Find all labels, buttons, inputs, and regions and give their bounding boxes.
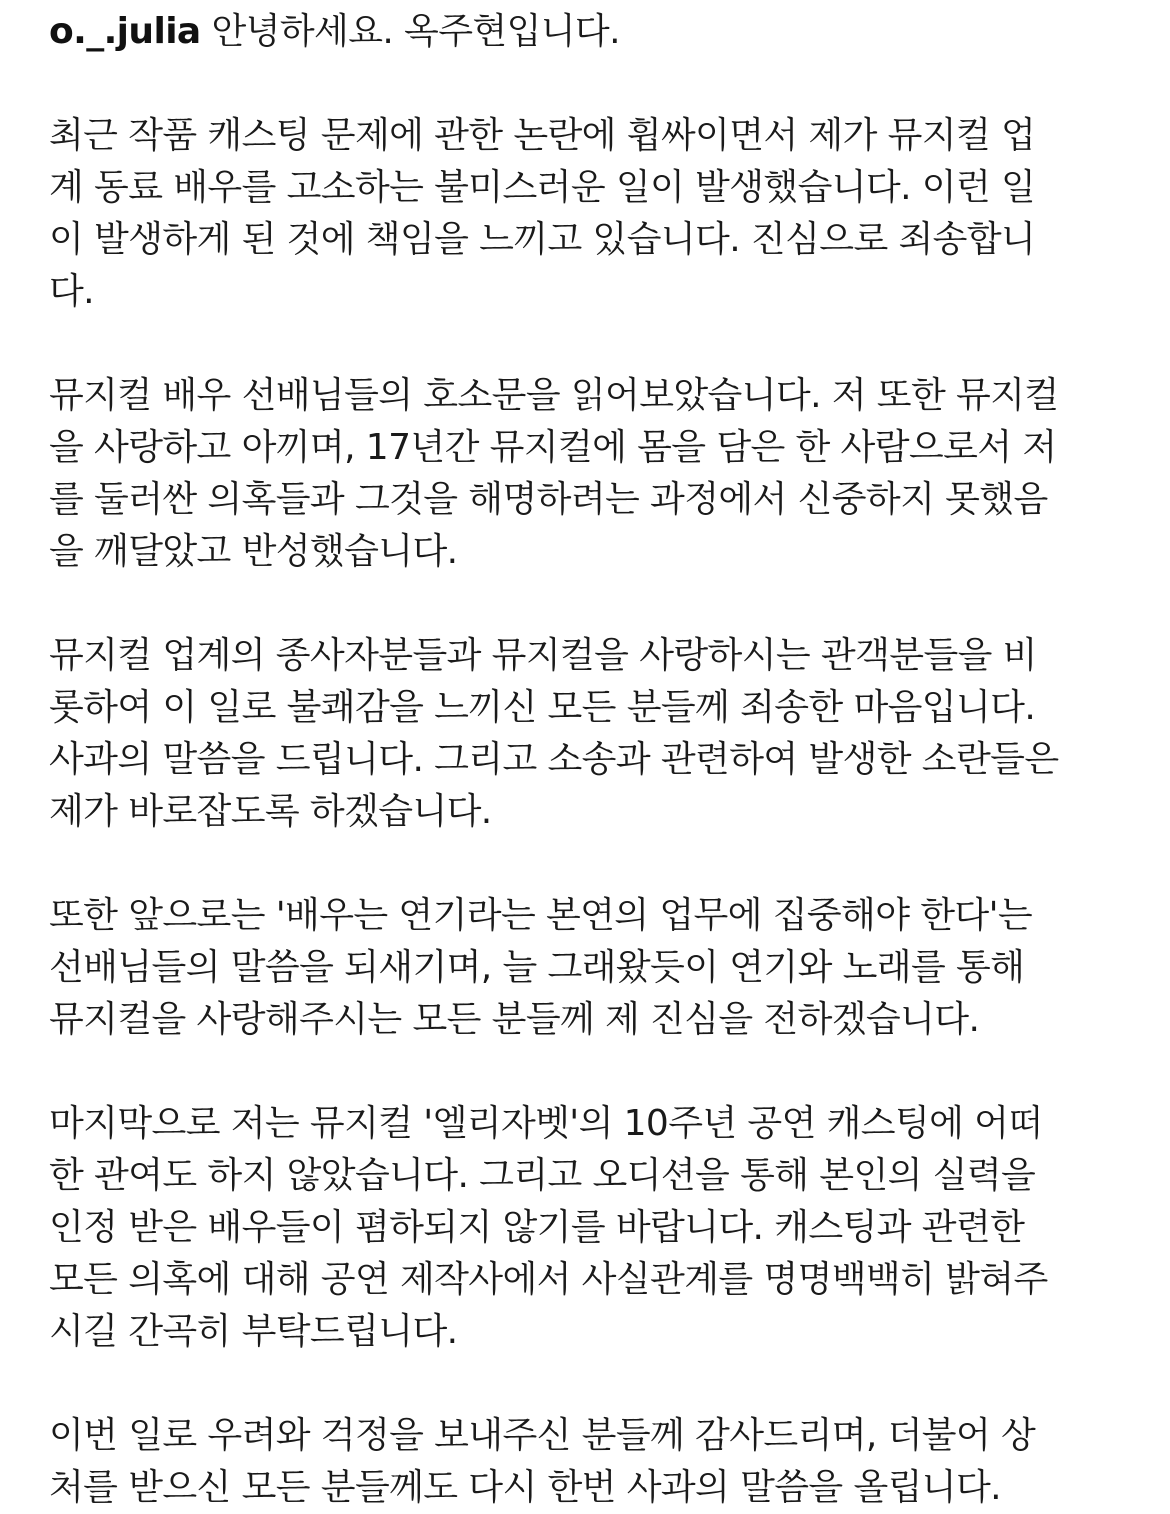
caption-line: 뮤지컬을 사랑해주시는 모든 분들께 제 진심을 전하겠습니다. <box>49 999 980 1040</box>
username-link[interactable]: o._.julia <box>49 11 201 52</box>
caption-paragraph-5 <box>49 1098 1129 1358</box>
caption-line: 이번 일로 우려와 걱정을 보내주신 분들께 감사드리며, 더불어 상 <box>49 1415 1036 1456</box>
caption-paragraph-4 <box>49 890 1129 1046</box>
caption-line: 을 사랑하고 아끼며, 17년간 뮤지컬에 몸을 담은 한 사람으로서 저 <box>49 427 1057 468</box>
caption-line: 선배님들의 말씀을 되새기며, 늘 그래왔듯이 연기와 노래를 통해 <box>49 947 1025 988</box>
caption-line: 뮤지컬 배우 선배님들의 호소문을 읽어보았습니다. 저 또한 뮤지컬 <box>49 375 1059 416</box>
caption-line: 사과의 말씀을 드립니다. 그리고 소송과 관련하여 발생한 소란들은 <box>49 739 1059 780</box>
caption-line: 마지막으로 저는 뮤지컬 '엘리자벳'의 10주년 공연 캐스팅에 어떠 <box>49 1103 1043 1144</box>
caption-paragraph-1 <box>49 110 1129 318</box>
caption-line: 최근 작품 캐스팅 문제에 관한 논란에 휩싸이면서 제가 뮤지컬 업 <box>49 115 1036 156</box>
caption-line: 처를 받으신 모든 분들께도 다시 한번 사과의 말씀을 올립니다. <box>49 1467 1001 1508</box>
caption-paragraph-6 <box>49 1410 1129 1514</box>
caption-paragraph-2 <box>49 370 1129 578</box>
caption-line: 시길 간곡히 부탁드립니다. <box>49 1311 458 1352</box>
caption-line: 제가 바로잡도록 하겠습니다. <box>49 791 492 832</box>
caption-line: 모든 의혹에 대해 공연 제작사에서 사실관계를 명명백백히 밝혀주 <box>49 1259 1048 1300</box>
caption-line: 롯하여 이 일로 불쾌감을 느끼신 모든 분들께 죄송한 마음입니다. <box>49 687 1036 728</box>
caption-line: 을 깨달았고 반성했습니다. <box>49 531 458 572</box>
caption-line: 다. <box>49 271 95 312</box>
caption-line: 뮤지컬 업계의 종사자분들과 뮤지컬을 사랑하시는 관객분들을 비 <box>49 635 1037 676</box>
caption-line: 계 동료 배우를 고소하는 불미스러운 일이 발생했습니다. 이런 일 <box>49 167 1036 208</box>
caption-paragraph-3 <box>49 630 1129 838</box>
greeting-text: 안녕하세요. 옥주현입니다. <box>211 11 620 52</box>
caption-line: 또한 앞으로는 '배우는 연기라는 본연의 업무에 집중해야 한다'는 <box>49 895 1033 936</box>
caption-line: 를 둘러싼 의혹들과 그것을 해명하려는 과정에서 신중하지 못했음 <box>49 479 1048 520</box>
caption-line: 이 발생하게 된 것에 책임을 느끼고 있습니다. 진심으로 죄송합니 <box>49 219 1036 260</box>
caption-line: 한 관여도 하지 않았습니다. 그리고 오디션을 통해 본인의 실력을 <box>49 1155 1036 1196</box>
caption-line: 인정 받은 배우들이 폄하되지 않기를 바랍니다. 캐스팅과 관련한 <box>49 1207 1025 1248</box>
post-caption <box>49 6 1129 1514</box>
caption-first-line <box>49 6 1129 58</box>
